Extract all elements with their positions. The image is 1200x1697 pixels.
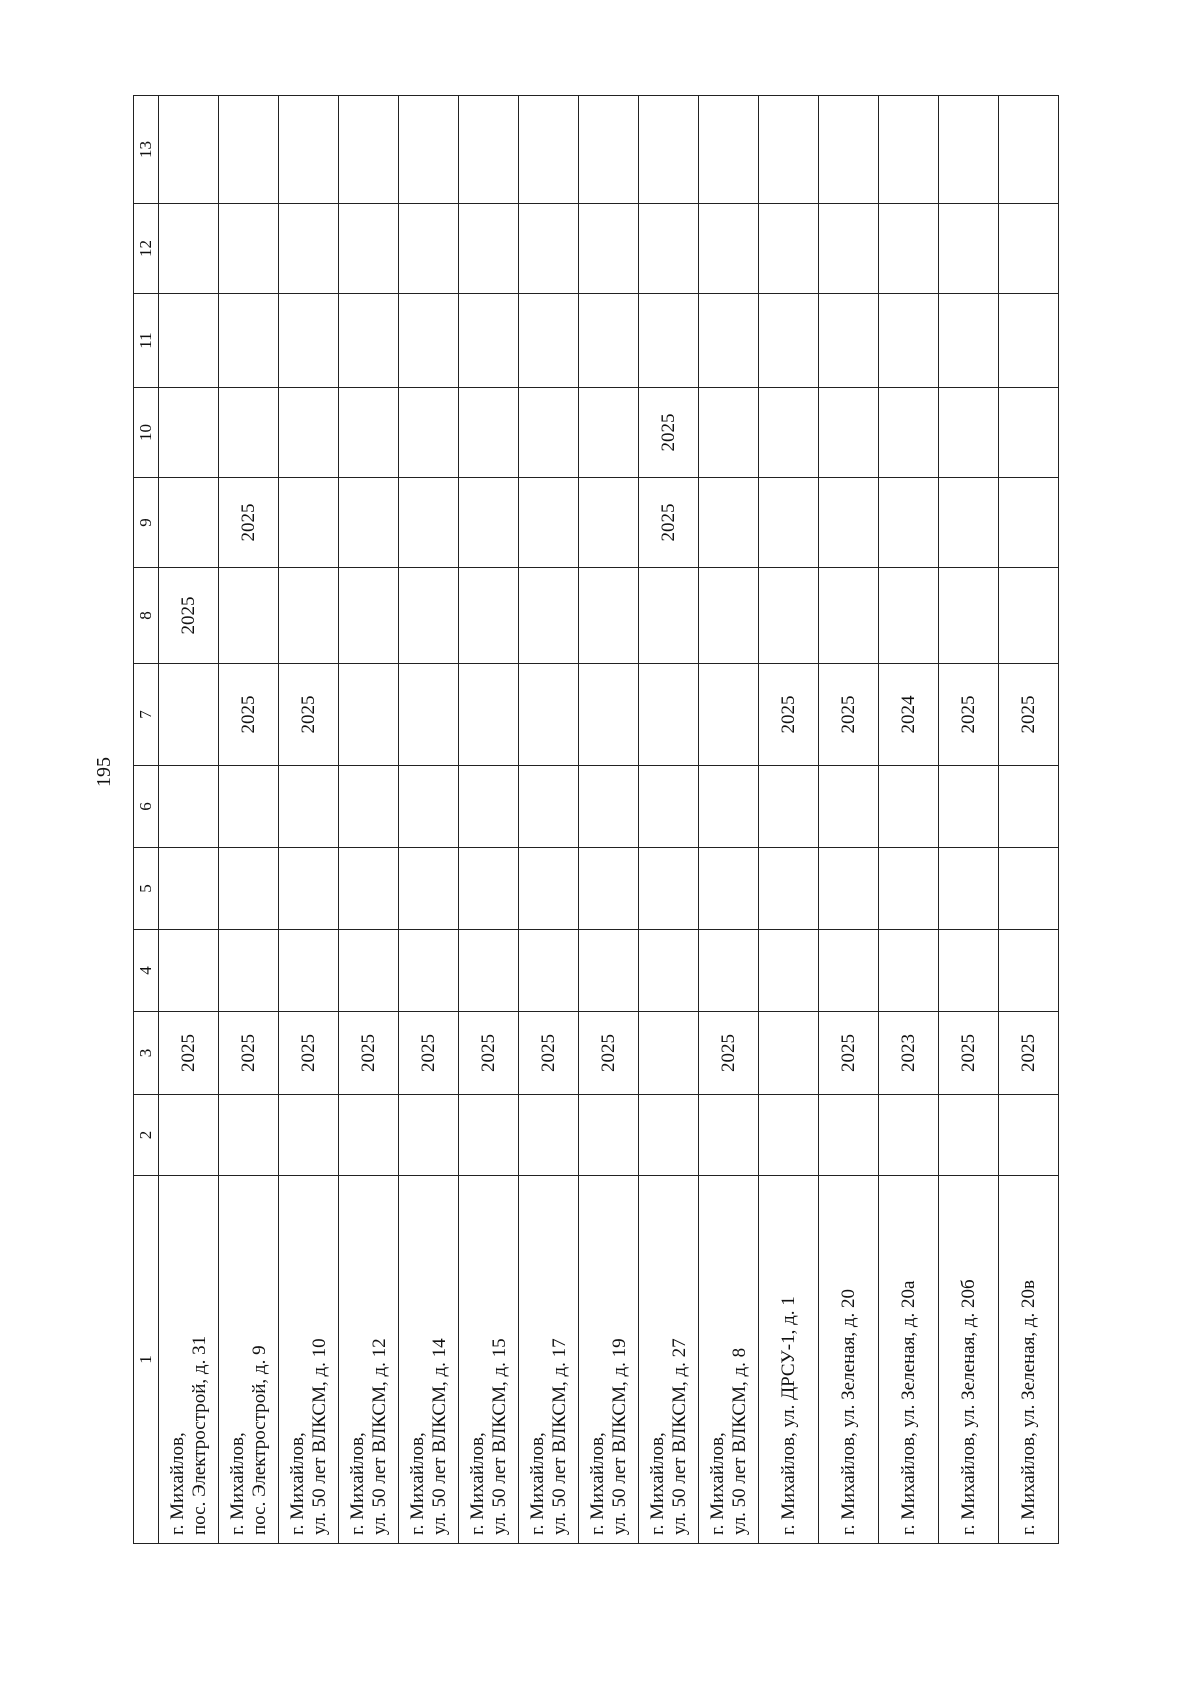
year-cell-col-11 — [279, 294, 339, 388]
table-row — [459, 96, 519, 1544]
address-cell — [819, 1176, 879, 1544]
year-cell-col-11 — [159, 294, 219, 388]
table-row — [819, 96, 879, 1544]
year-cell-col-13 — [759, 96, 819, 204]
year-cell-col-2 — [879, 1095, 939, 1176]
year-cell-col-12 — [879, 204, 939, 294]
year-cell-col-3: 2025 — [459, 1012, 519, 1095]
year-cell-col-8 — [519, 568, 579, 664]
year-cell-col-2 — [579, 1095, 639, 1176]
year-cell-col-5 — [999, 848, 1059, 930]
column-header-13: 13 — [134, 96, 159, 204]
year-cell-col-4 — [519, 930, 579, 1012]
year-cell-col-3: 2025 — [219, 1012, 279, 1095]
table-header-row — [134, 96, 159, 1544]
year-cell-col-6 — [939, 766, 999, 848]
year-cell-col-13 — [219, 96, 279, 204]
year-cell-col-5 — [579, 848, 639, 930]
year-cell-col-10 — [759, 388, 819, 478]
year-cell-col-13 — [819, 96, 879, 204]
year-cell-col-6 — [339, 766, 399, 848]
year-cell-col-10 — [699, 388, 759, 478]
year-cell-col-4 — [579, 930, 639, 1012]
year-cell-col-4 — [879, 930, 939, 1012]
year-cell-col-4 — [339, 930, 399, 1012]
year-cell-col-8 — [639, 568, 699, 664]
column-header-7: 7 — [134, 664, 159, 766]
year-cell-col-5 — [939, 848, 999, 930]
address-cell — [339, 1176, 399, 1544]
year-cell-col-7: 2025 — [999, 664, 1059, 766]
year-cell-col-13 — [939, 96, 999, 204]
year-cell-col-6 — [459, 766, 519, 848]
year-cell-col-11 — [999, 294, 1059, 388]
year-cell-col-10 — [279, 388, 339, 478]
year-cell-col-9 — [159, 478, 219, 568]
year-cell-col-2 — [699, 1095, 759, 1176]
year-cell-col-11 — [219, 294, 279, 388]
year-cell-col-2 — [159, 1095, 219, 1176]
year-cell-col-5 — [819, 848, 879, 930]
year-cell-col-9 — [759, 478, 819, 568]
year-cell-col-10 — [339, 388, 399, 478]
year-cell-col-7: 2024 — [879, 664, 939, 766]
year-cell-col-13 — [999, 96, 1059, 204]
year-cell-col-6 — [699, 766, 759, 848]
year-cell-col-6 — [999, 766, 1059, 848]
year-cell-col-3: 2025 — [699, 1012, 759, 1095]
year-cell-col-8 — [219, 568, 279, 664]
year-cell-col-8 — [339, 568, 399, 664]
column-header-8: 8 — [134, 568, 159, 664]
address-line: г. Михайлов, ул. Зеленая, д. 20 — [837, 1288, 859, 1535]
column-header-4: 4 — [134, 930, 159, 1012]
year-cell-col-10 — [879, 388, 939, 478]
year-cell-col-6 — [879, 766, 939, 848]
year-cell-col-11 — [519, 294, 579, 388]
year-cell-col-5 — [219, 848, 279, 930]
year-cell-col-5 — [639, 848, 699, 930]
year-cell-col-6 — [639, 766, 699, 848]
schedule-table — [133, 95, 1059, 1544]
year-cell-col-4 — [639, 930, 699, 1012]
address-line: пос. Электрострой, д. 31 — [188, 1335, 210, 1535]
address-line: г. Михайлов, — [586, 1432, 608, 1535]
year-cell-col-5 — [879, 848, 939, 930]
address-line: г. Михайлов, — [286, 1432, 308, 1535]
year-cell-col-10 — [399, 388, 459, 478]
year-cell-col-9 — [339, 478, 399, 568]
column-header-12: 12 — [134, 204, 159, 294]
year-cell-col-2 — [459, 1095, 519, 1176]
year-cell-col-11 — [459, 294, 519, 388]
table-row — [579, 96, 639, 1544]
year-cell-col-6 — [219, 766, 279, 848]
year-cell-col-10 — [999, 388, 1059, 478]
year-cell-col-4 — [279, 930, 339, 1012]
year-cell-col-6 — [579, 766, 639, 848]
year-cell-col-6 — [279, 766, 339, 848]
address-cell — [639, 1176, 699, 1544]
year-cell-col-8 — [819, 568, 879, 664]
year-cell-col-8 — [579, 568, 639, 664]
year-cell-col-10 — [939, 388, 999, 478]
year-cell-col-12 — [519, 204, 579, 294]
year-cell-col-7: 2025 — [759, 664, 819, 766]
address-line: ул. 50 лет ВЛКСМ, д. 10 — [308, 1338, 330, 1535]
year-cell-col-11 — [339, 294, 399, 388]
address-cell — [879, 1176, 939, 1544]
year-cell-col-12 — [279, 204, 339, 294]
year-cell-col-7: 2025 — [819, 664, 879, 766]
address-line: г. Михайлов, — [646, 1432, 668, 1535]
table-row — [759, 96, 819, 1544]
year-cell-col-2 — [279, 1095, 339, 1176]
table-row — [339, 96, 399, 1544]
table-row — [219, 96, 279, 1544]
year-cell-col-3: 2025 — [819, 1012, 879, 1095]
year-cell-col-11 — [399, 294, 459, 388]
address-cell — [699, 1176, 759, 1544]
year-cell-col-12 — [639, 204, 699, 294]
year-cell-col-8: 2025 — [159, 568, 219, 664]
year-cell-col-3: 2025 — [939, 1012, 999, 1095]
year-cell-col-3: 2023 — [879, 1012, 939, 1095]
address-line: ул. 50 лет ВЛКСМ, д. 19 — [608, 1338, 630, 1535]
year-cell-col-9 — [939, 478, 999, 568]
year-cell-col-2 — [939, 1095, 999, 1176]
year-cell-col-2 — [399, 1095, 459, 1176]
address-line: ул. 50 лет ВЛКСМ, д. 8 — [728, 1347, 750, 1535]
address-line: г. Михайлов, — [706, 1432, 728, 1535]
address-cell — [579, 1176, 639, 1544]
year-cell-col-11 — [879, 294, 939, 388]
address-line: ул. 50 лет ВЛКСМ, д. 27 — [668, 1338, 690, 1535]
year-cell-col-10 — [819, 388, 879, 478]
year-cell-col-13 — [639, 96, 699, 204]
year-cell-col-7 — [519, 664, 579, 766]
year-cell-col-12 — [579, 204, 639, 294]
year-cell-col-8 — [999, 568, 1059, 664]
address-cell — [999, 1176, 1059, 1544]
address-cell — [399, 1176, 459, 1544]
year-cell-col-13 — [339, 96, 399, 204]
year-cell-col-3: 2025 — [579, 1012, 639, 1095]
table-row — [699, 96, 759, 1544]
year-cell-col-8 — [699, 568, 759, 664]
address-line: г. Михайлов, — [526, 1432, 548, 1535]
year-cell-col-3: 2025 — [339, 1012, 399, 1095]
column-header-3: 3 — [134, 1012, 159, 1095]
year-cell-col-2 — [219, 1095, 279, 1176]
table-row — [879, 96, 939, 1544]
year-cell-col-11 — [759, 294, 819, 388]
year-cell-col-7 — [699, 664, 759, 766]
year-cell-col-7 — [579, 664, 639, 766]
address-line: ул. 50 лет ВЛКСМ, д. 17 — [548, 1338, 570, 1535]
column-header-6: 6 — [134, 766, 159, 848]
year-cell-col-12 — [159, 204, 219, 294]
year-cell-col-2 — [519, 1095, 579, 1176]
year-cell-col-4 — [159, 930, 219, 1012]
year-cell-col-7 — [159, 664, 219, 766]
year-cell-col-8 — [279, 568, 339, 664]
column-header-1: 1 — [134, 1176, 159, 1544]
year-cell-col-11 — [639, 294, 699, 388]
year-cell-col-12 — [759, 204, 819, 294]
column-header-2: 2 — [134, 1095, 159, 1176]
year-cell-col-8 — [939, 568, 999, 664]
year-cell-col-5 — [399, 848, 459, 930]
year-cell-col-9 — [279, 478, 339, 568]
year-cell-col-9 — [399, 478, 459, 568]
year-cell-col-12 — [459, 204, 519, 294]
year-cell-col-5 — [699, 848, 759, 930]
address-line: ул. 50 лет ВЛКСМ, д. 12 — [368, 1338, 390, 1535]
address-line: г. Михайлов, — [226, 1432, 248, 1535]
year-cell-col-2 — [999, 1095, 1059, 1176]
year-cell-col-10 — [219, 388, 279, 478]
year-cell-col-7: 2025 — [939, 664, 999, 766]
year-cell-col-4 — [939, 930, 999, 1012]
address-line: г. Михайлов, — [346, 1432, 368, 1535]
year-cell-col-9 — [579, 478, 639, 568]
year-cell-col-4 — [219, 930, 279, 1012]
year-cell-col-6 — [819, 766, 879, 848]
address-cell — [279, 1176, 339, 1544]
year-cell-col-10 — [579, 388, 639, 478]
address-line: г. Михайлов, ул. ДРСУ-1, д. 1 — [777, 1296, 799, 1535]
year-cell-col-3: 2025 — [519, 1012, 579, 1095]
year-cell-col-12 — [819, 204, 879, 294]
year-cell-col-11 — [579, 294, 639, 388]
year-cell-col-4 — [399, 930, 459, 1012]
year-cell-col-4 — [459, 930, 519, 1012]
year-cell-col-12 — [699, 204, 759, 294]
year-cell-col-6 — [399, 766, 459, 848]
year-cell-col-7: 2025 — [279, 664, 339, 766]
year-cell-col-9: 2025 — [219, 478, 279, 568]
year-cell-col-7: 2025 — [219, 664, 279, 766]
year-cell-col-13 — [279, 96, 339, 204]
year-cell-col-13 — [519, 96, 579, 204]
year-cell-col-5 — [519, 848, 579, 930]
year-cell-col-13 — [159, 96, 219, 204]
year-cell-col-4 — [999, 930, 1059, 1012]
year-cell-col-12 — [939, 204, 999, 294]
year-cell-col-8 — [399, 568, 459, 664]
year-cell-col-3: 2025 — [999, 1012, 1059, 1095]
column-header-11: 11 — [134, 294, 159, 388]
year-cell-col-9 — [519, 478, 579, 568]
year-cell-col-6 — [159, 766, 219, 848]
year-cell-col-9 — [879, 478, 939, 568]
year-cell-col-7 — [639, 664, 699, 766]
year-cell-col-8 — [879, 568, 939, 664]
year-cell-col-2 — [819, 1095, 879, 1176]
table-row — [159, 96, 219, 1544]
column-header-9: 9 — [134, 478, 159, 568]
address-line: ул. 50 лет ВЛКСМ, д. 14 — [428, 1338, 450, 1535]
year-cell-col-10 — [159, 388, 219, 478]
year-cell-col-11 — [819, 294, 879, 388]
year-cell-col-4 — [759, 930, 819, 1012]
year-cell-col-8 — [759, 568, 819, 664]
year-cell-col-12 — [999, 204, 1059, 294]
year-cell-col-12 — [399, 204, 459, 294]
year-cell-col-12 — [219, 204, 279, 294]
year-cell-col-5 — [279, 848, 339, 930]
address-cell — [519, 1176, 579, 1544]
year-cell-col-2 — [639, 1095, 699, 1176]
address-line: г. Михайлов, ул. Зеленая, д. 20в — [1017, 1279, 1039, 1535]
year-cell-col-6 — [519, 766, 579, 848]
address-line: г. Михайлов, — [166, 1432, 188, 1535]
year-cell-col-5 — [159, 848, 219, 930]
column-header-10: 10 — [134, 388, 159, 478]
address-cell — [159, 1176, 219, 1544]
address-cell — [939, 1176, 999, 1544]
address-cell — [219, 1176, 279, 1544]
year-cell-col-9 — [459, 478, 519, 568]
year-cell-col-2 — [339, 1095, 399, 1176]
page-number: 195 — [93, 757, 115, 787]
year-cell-col-9 — [819, 478, 879, 568]
year-cell-col-9 — [999, 478, 1059, 568]
address-cell — [759, 1176, 819, 1544]
year-cell-col-10 — [459, 388, 519, 478]
table-container — [133, 106, 1053, 1544]
year-cell-col-12 — [339, 204, 399, 294]
year-cell-col-7 — [459, 664, 519, 766]
year-cell-col-6 — [759, 766, 819, 848]
table-row — [639, 96, 699, 1544]
year-cell-col-9: 2025 — [639, 478, 699, 568]
year-cell-col-10: 2025 — [639, 388, 699, 478]
year-cell-col-13 — [459, 96, 519, 204]
year-cell-col-5 — [759, 848, 819, 930]
year-cell-col-3: 2025 — [159, 1012, 219, 1095]
address-line: ул. 50 лет ВЛКСМ, д. 15 — [488, 1338, 510, 1535]
year-cell-col-7 — [339, 664, 399, 766]
address-line: г. Михайлов, ул. Зеленая, д. 20б — [957, 1279, 979, 1535]
address-line: пос. Электрострой, д. 9 — [248, 1345, 270, 1535]
year-cell-col-11 — [939, 294, 999, 388]
table-row — [279, 96, 339, 1544]
year-cell-col-13 — [699, 96, 759, 204]
year-cell-col-13 — [399, 96, 459, 204]
address-line: г. Михайлов, — [466, 1432, 488, 1535]
address-line: г. Михайлов, ул. Зеленая, д. 20а — [897, 1280, 919, 1535]
year-cell-col-9 — [699, 478, 759, 568]
year-cell-col-3: 2025 — [399, 1012, 459, 1095]
year-cell-col-5 — [339, 848, 399, 930]
year-cell-col-13 — [879, 96, 939, 204]
year-cell-col-5 — [459, 848, 519, 930]
year-cell-col-13 — [579, 96, 639, 204]
address-line: г. Михайлов, — [406, 1432, 428, 1535]
year-cell-col-4 — [699, 930, 759, 1012]
year-cell-col-3: 2025 — [279, 1012, 339, 1095]
table-row — [399, 96, 459, 1544]
year-cell-col-7 — [399, 664, 459, 766]
year-cell-col-2 — [759, 1095, 819, 1176]
table-row — [999, 96, 1059, 1544]
column-header-5: 5 — [134, 848, 159, 930]
year-cell-col-3 — [759, 1012, 819, 1095]
table-row — [939, 96, 999, 1544]
address-cell — [459, 1176, 519, 1544]
table-row — [519, 96, 579, 1544]
year-cell-col-3 — [639, 1012, 699, 1095]
year-cell-col-4 — [819, 930, 879, 1012]
year-cell-col-8 — [459, 568, 519, 664]
year-cell-col-11 — [699, 294, 759, 388]
year-cell-col-10 — [519, 388, 579, 478]
